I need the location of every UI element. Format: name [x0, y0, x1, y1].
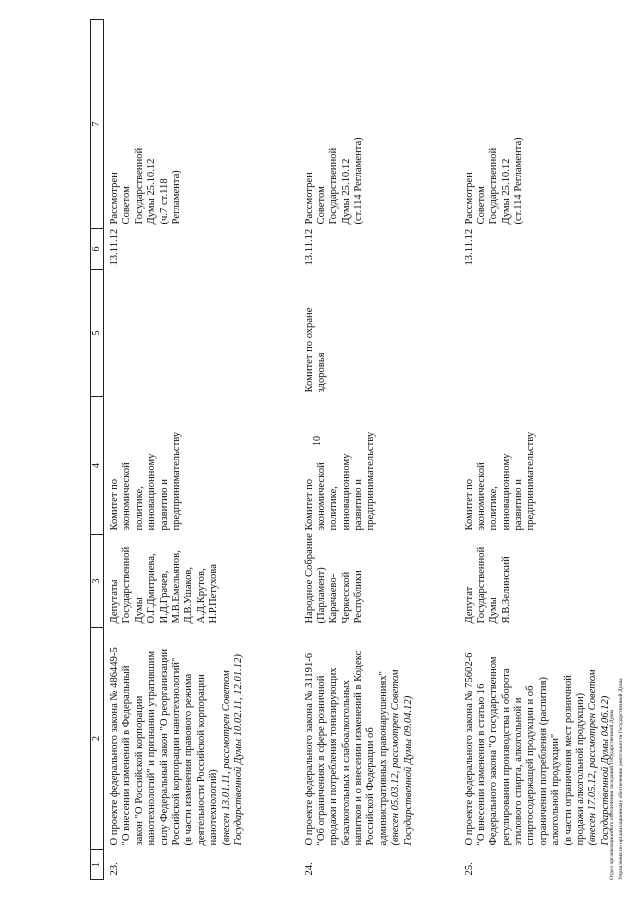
- committee-line: предпринимательству: [365, 431, 377, 531]
- committee-line: инновационному: [340, 453, 352, 531]
- bill-title-line: ограничении потребления (распития): [537, 677, 549, 846]
- author-line: Государственной: [121, 546, 133, 624]
- rotated-page-body: [90, 20, 611, 880]
- committee-line: Комитет по: [303, 478, 315, 531]
- bill-title-line: "О внесении изменений в Федеральный: [121, 665, 133, 846]
- bill-title-line: продажи алкогольной продукции): [575, 692, 587, 846]
- committee-cell: [459, 397, 629, 535]
- column-number-2: 2: [91, 628, 104, 850]
- bill-note-line: (внесен 17.05.12, рассмотрен Советом: [587, 669, 599, 846]
- bill-title-line: нанотехнологий" и признании утратившим: [146, 650, 158, 846]
- author-line: Карачаево-: [328, 573, 340, 624]
- bill-title-line: регулировании производства и оборота: [500, 668, 512, 846]
- committee-line: политике,: [328, 486, 340, 531]
- table-row: [459, 20, 629, 880]
- co-committee-cell: [104, 270, 299, 397]
- author-cell: [459, 535, 629, 628]
- status-line: (ст.114 Регламента): [513, 137, 525, 225]
- footer-line: Отдел организационного обеспечения заседаний Государственной Думы: [609, 709, 615, 880]
- bill-title-cell: [459, 628, 629, 850]
- author-line: (Парламент): [315, 567, 327, 624]
- bill-title-line: алкогольной продукции": [550, 733, 562, 846]
- status-line: Рассмотрен: [463, 172, 475, 225]
- author-cell: [299, 535, 459, 628]
- status-line: Государственной: [328, 147, 340, 225]
- status-line: (ст.114 Регламента): [353, 137, 365, 225]
- bill-title-line: О проекте федерального закона № 486449-5: [109, 647, 120, 846]
- author-line: Д.В.Ушаков,: [183, 566, 195, 624]
- author-line: Думы: [488, 597, 500, 624]
- status-line: Рассмотрен: [109, 172, 120, 225]
- status-line: Рассмотрен: [303, 172, 315, 225]
- bill-title-line: Российской корпорации нанотехнологий": [170, 657, 182, 846]
- status-cell: [299, 20, 459, 229]
- bill-title-line: напитков и о внесении изменений в Кодекс: [353, 650, 365, 846]
- status-line: Думы 25.10.12: [500, 158, 512, 225]
- bill-title-line: Федерального закона "О государственном: [488, 656, 500, 846]
- column-number-4: 4: [91, 397, 104, 535]
- committee-line: развитию и: [513, 479, 525, 531]
- bill-title-line: спиртосодержащей продукции и об: [525, 685, 537, 846]
- bill-title-line: силу Федеральный закон "О реорганизации: [158, 648, 170, 846]
- author-line: А.Д.Крутов,: [195, 568, 207, 624]
- committee-line: Комитет по: [109, 478, 120, 531]
- committee-line: предпринимательству: [525, 431, 537, 531]
- author-line: Черкесской: [340, 571, 352, 624]
- bill-note-line: (внесен 13.01.11, рассмотрен Советом: [220, 670, 232, 846]
- row-number: 25.: [463, 862, 475, 876]
- author-line: Государственной: [475, 546, 487, 624]
- bill-title-line: "Об ограничениях в сфере розничной: [315, 675, 327, 846]
- committee-line: предпринимательству: [170, 431, 182, 531]
- author-line: Народное Собрание: [303, 533, 315, 624]
- bill-title-cell: [104, 628, 299, 850]
- table-row: [104, 20, 299, 880]
- co-committee-line: Комитет по охране: [303, 307, 315, 393]
- date-cell: 13.11.12: [463, 228, 475, 266]
- column-number-1: 1: [91, 850, 104, 880]
- bill-title-line: Российской Федерации об: [365, 727, 377, 846]
- table-body: [104, 20, 629, 880]
- committee-line: экономической: [315, 462, 327, 531]
- committee-cell: [104, 397, 299, 535]
- author-line: Думы: [133, 597, 145, 624]
- bill-title-line: закон "О Российской корпорации: [133, 695, 145, 846]
- column-numbers-row: [91, 20, 104, 880]
- bill-title-line: О проекте федерального закона № 31191-6: [303, 652, 315, 846]
- bill-title-line: О проекте федерального закона № 75602-6: [463, 652, 475, 846]
- committee-line: развитию и: [353, 479, 365, 531]
- date-cell: 13.11.12: [109, 228, 120, 266]
- bill-title-line: (в части ограничения мест розничной: [562, 675, 574, 846]
- bill-title-line: продажи и потребления тонизирующих: [328, 667, 340, 846]
- committee-line: политике,: [488, 486, 500, 531]
- author-line: Депутаты: [109, 579, 120, 624]
- status-line: Думы 25.10.12: [340, 158, 352, 225]
- author-line: Республики: [353, 570, 365, 624]
- column-number-7: 7: [91, 20, 104, 229]
- column-number-5: 5: [91, 270, 104, 397]
- co-committee-line: здоровья: [315, 352, 327, 393]
- author-line: Депутат: [463, 586, 475, 624]
- author-cell: [104, 535, 299, 628]
- co-committee-cell: [459, 270, 629, 397]
- committee-line: экономической: [475, 462, 487, 531]
- row-number: 24.: [303, 862, 315, 876]
- bill-note-line: Государственной Думы 10.02.11, 12.01.12): [232, 654, 244, 846]
- bill-note-line: (внесен 05.03.12, рассмотрен Советом: [390, 669, 402, 846]
- column-number-6: 6: [91, 229, 104, 270]
- author-line: Я.В.Зелинский: [500, 556, 512, 624]
- co-committee-cell: [299, 270, 459, 397]
- author-line: Н.Р.Петухова: [208, 564, 220, 624]
- status-line: Советом: [475, 186, 487, 225]
- footer-note: [608, 580, 626, 880]
- bill-title-line: этилового спирта, алкогольной и: [513, 697, 525, 846]
- status-line: Советом: [315, 186, 327, 225]
- committee-line: экономической: [121, 462, 133, 531]
- committee-line: политике,: [133, 486, 145, 531]
- status-cell: [459, 20, 629, 229]
- status-line: Думы 25.10.12: [146, 158, 158, 225]
- author-line: И.Д.Грачев,: [158, 570, 170, 624]
- column-number-3: 3: [91, 535, 104, 628]
- page-number: 10: [312, 436, 323, 446]
- bill-title-cell: [299, 628, 459, 850]
- bill-title-line: нанотехнологий): [208, 769, 220, 846]
- bill-title-line: деятельности Российской корпорации: [195, 674, 207, 846]
- bill-title-line: (в части изменения правового режима: [183, 673, 195, 846]
- bill-note-line: Государственной Думы 09.04.12): [402, 695, 414, 846]
- status-cell: [104, 20, 299, 229]
- committee-cell: [299, 397, 459, 535]
- status-line: Государственной: [133, 147, 145, 225]
- bill-note-line: Государственной Думы 04.06.12): [599, 695, 611, 846]
- author-line: М.В.Емельянов,: [170, 550, 182, 624]
- status-line: (ч.7 ст.118: [158, 178, 170, 225]
- status-line: Государственной: [488, 147, 500, 225]
- table-row: [299, 20, 459, 880]
- committee-line: инновационному: [500, 453, 512, 531]
- row-number: 23.: [109, 862, 120, 876]
- status-line: Советом: [121, 186, 133, 225]
- date-cell: 13.11.12: [303, 228, 315, 266]
- bills-table: [90, 19, 629, 880]
- footer-line: Управления по организационному обеспечению деятельности Государственной Думы: [618, 678, 624, 880]
- committee-line: Комитет по: [463, 478, 475, 531]
- author-line: О.Г.Дмитриева,: [146, 553, 158, 624]
- status-line: Регламента): [170, 170, 182, 225]
- bill-title-line: "О внесении изменения в статью 16: [475, 683, 487, 846]
- committee-line: инновационному: [146, 453, 158, 531]
- bill-title-line: безалкогольных и слабоалкогольных: [340, 680, 352, 846]
- bill-title-line: административных правонарушениях": [377, 671, 389, 846]
- committee-line: развитию и: [158, 479, 170, 531]
